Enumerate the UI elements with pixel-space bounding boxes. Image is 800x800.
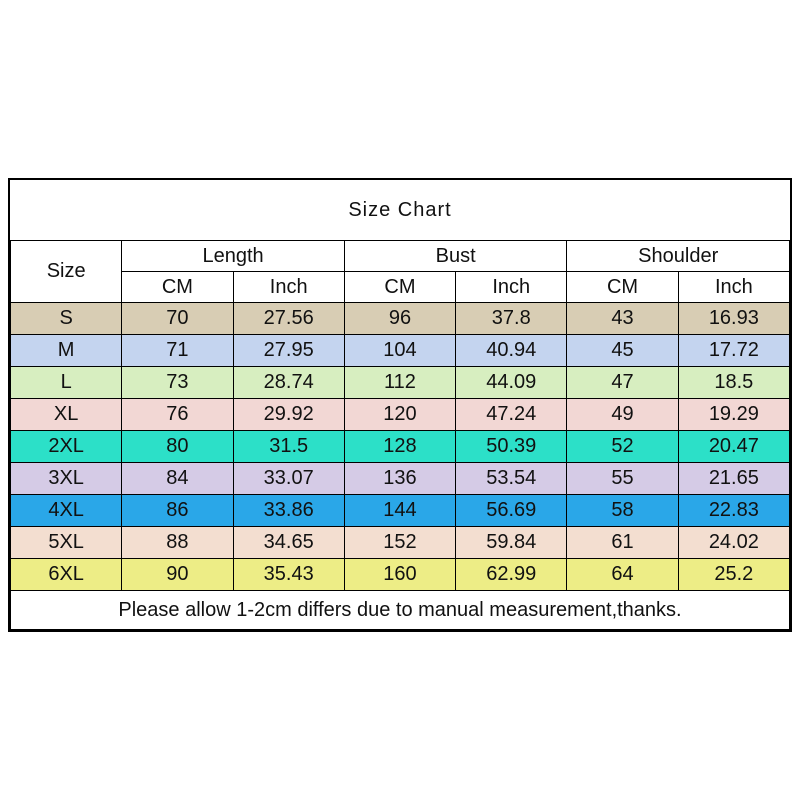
cell-shoulder-cm: 45 (567, 335, 678, 367)
table-row (11, 303, 790, 335)
cell-shoulder-cm: 64 (567, 559, 678, 591)
measurement-note: Please allow 1-2cm differs due to manual measurement,thanks. (11, 591, 790, 630)
cell-length-inch: 27.95 (233, 335, 344, 367)
cell-bust-inch: 53.54 (456, 463, 567, 495)
cell-length-inch: 35.43 (233, 559, 344, 591)
cell-shoulder-inch: 18.5 (678, 367, 789, 399)
cell-bust-cm: 120 (344, 399, 455, 431)
cell-shoulder-cm: 47 (567, 367, 678, 399)
cell-shoulder-inch: 22.83 (678, 495, 789, 527)
unit-header-row (11, 272, 790, 303)
cell-bust-inch: 50.39 (456, 431, 567, 463)
cell-shoulder-cm: 61 (567, 527, 678, 559)
row-size: L (11, 367, 122, 399)
row-size: 6XL (11, 559, 122, 591)
cell-bust-inch: 37.8 (456, 303, 567, 335)
cell-shoulder-inch: 21.65 (678, 463, 789, 495)
cell-bust-inch: 44.09 (456, 367, 567, 399)
row-size: 2XL (11, 431, 122, 463)
cell-length-cm: 90 (122, 559, 233, 591)
cell-bust-cm: 152 (344, 527, 455, 559)
cell-bust-cm: 112 (344, 367, 455, 399)
cell-bust-cm: 136 (344, 463, 455, 495)
cell-length-inch: 31.5 (233, 431, 344, 463)
cell-length-cm: 71 (122, 335, 233, 367)
table-row (11, 367, 790, 399)
cell-shoulder-cm: 49 (567, 399, 678, 431)
note-row (11, 591, 790, 630)
table-row (11, 559, 790, 591)
header-length-cm: CM (122, 272, 233, 303)
chart-title: Size Chart (348, 198, 452, 221)
row-size: S (11, 303, 122, 335)
row-size: 3XL (11, 463, 122, 495)
row-size: 5XL (11, 527, 122, 559)
size-chart-container (8, 178, 792, 632)
cell-length-inch: 29.92 (233, 399, 344, 431)
cell-bust-cm: 160 (344, 559, 455, 591)
group-header-row (11, 241, 790, 272)
cell-bust-inch: 59.84 (456, 527, 567, 559)
table-row (11, 463, 790, 495)
table-row (11, 527, 790, 559)
table-row (11, 399, 790, 431)
cell-shoulder-inch: 16.93 (678, 303, 789, 335)
cell-bust-inch: 40.94 (456, 335, 567, 367)
header-bust-inch: Inch (456, 272, 567, 303)
cell-length-cm: 88 (122, 527, 233, 559)
cell-shoulder-inch: 25.2 (678, 559, 789, 591)
size-chart-body (11, 180, 790, 630)
header-shoulder-inch: Inch (678, 272, 789, 303)
cell-length-inch: 33.86 (233, 495, 344, 527)
cell-bust-inch: 47.24 (456, 399, 567, 431)
row-size: XL (11, 399, 122, 431)
cell-shoulder-inch: 19.29 (678, 399, 789, 431)
row-size: 4XL (11, 495, 122, 527)
cell-length-cm: 86 (122, 495, 233, 527)
cell-shoulder-cm: 55 (567, 463, 678, 495)
cell-bust-inch: 56.69 (456, 495, 567, 527)
header-length-inch: Inch (233, 272, 344, 303)
cell-length-inch: 33.07 (233, 463, 344, 495)
header-size: Size (11, 241, 122, 303)
cell-length-cm: 73 (122, 367, 233, 399)
cell-bust-inch: 62.99 (456, 559, 567, 591)
header-bust: Bust (344, 241, 567, 272)
cell-shoulder-inch: 17.72 (678, 335, 789, 367)
cell-shoulder-cm: 52 (567, 431, 678, 463)
header-shoulder-cm: CM (567, 272, 678, 303)
cell-length-cm: 84 (122, 463, 233, 495)
size-chart-table (10, 180, 790, 630)
row-size: M (11, 335, 122, 367)
header-shoulder: Shoulder (567, 241, 790, 272)
table-row (11, 431, 790, 463)
table-row (11, 495, 790, 527)
cell-shoulder-inch: 24.02 (678, 527, 789, 559)
cell-shoulder-cm: 43 (567, 303, 678, 335)
cell-shoulder-inch: 20.47 (678, 431, 789, 463)
cell-length-inch: 34.65 (233, 527, 344, 559)
header-length: Length (122, 241, 345, 272)
cell-length-inch: 28.74 (233, 367, 344, 399)
title-row (11, 180, 790, 241)
cell-bust-cm: 96 (344, 303, 455, 335)
cell-bust-cm: 128 (344, 431, 455, 463)
table-row (11, 335, 790, 367)
header-bust-cm: CM (344, 272, 455, 303)
cell-length-cm: 70 (122, 303, 233, 335)
cell-length-cm: 76 (122, 399, 233, 431)
cell-length-cm: 80 (122, 431, 233, 463)
cell-length-inch: 27.56 (233, 303, 344, 335)
cell-shoulder-cm: 58 (567, 495, 678, 527)
cell-bust-cm: 144 (344, 495, 455, 527)
cell-bust-cm: 104 (344, 335, 455, 367)
